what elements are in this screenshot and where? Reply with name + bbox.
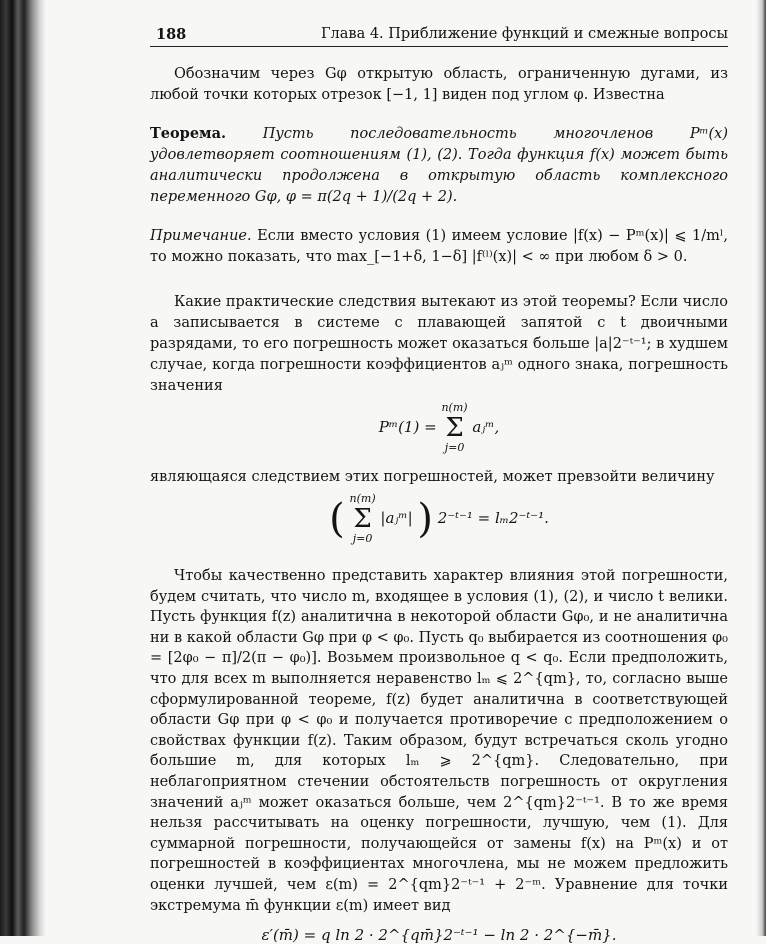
page-number: 188 (156, 26, 187, 43)
remark-label: Примечание. (150, 228, 252, 244)
paragraph-qualitative: Чтобы качественно представить характер влияния этой погрешности, будем считать, что число m, входящее в условия (1), (2), и число t велики. Пусть функция f(z) аналитична в некоторой области Gφ₀, и не аналитична ни в какой области Gφ при φ < φ₀. Пусть q₀ выбирается из соотношения φ₀ = [2φ₀ − π]/2(π − φ₀)]. Возьмем произвольное q < q₀. Если предположить, что для всех m выполняется неравенство lₘ ⩽ 2^{qm}, то, согласно выше сформулированной теореме, f(z) будет аналитична в соответствующей области Gφ при φ < φ₀ и получается противоречие с предположением о свойствах функции f(z). Таким образом, будут встречаться сколь угодно большие m, для которых lₘ ⩾ 2^{qm}. Следовательно, при неблагоприятном стечении обстоятельств погрешность от округления значений aⱼᵐ может оказаться больше, чем 2^{qm}2⁻ᵗ⁻¹. В то же время нельзя рассчитывать на оценку погрешности, лучшую, чем (1). Для суммарной погрешности, получающейся от замены f(x) на Pᵐ(x) и от погрешностей в коэффициентах многочлена, мы не можем предложить оценки лучшей, чем ε(m) = 2^{qm}2⁻ᵗ⁻¹ + 2⁻ᵐ. Уравнение для точки экстремума m̄ функции ε(m) имеет вид (150, 568, 728, 914)
sum-lower-limit: j=0 (444, 441, 465, 454)
paragraph-consequence-bound: являющаяся следствием этих погрешностей, может превзойти величину (150, 469, 715, 485)
book-page (150, 24, 728, 944)
sum2-lower-limit: j=0 (352, 532, 373, 545)
sum2-upper-limit: n(m) (349, 492, 376, 505)
right-paren: ) (417, 496, 434, 542)
chapter-title: Глава 4. Приближение функций и смежные вопросы (320, 26, 728, 42)
paragraph-consequences: Какие практические следствия вытекают из этой теоремы? Если число a записывается в системе с плавающей запятой с t двоичными разрядами, то его погрешность может оказаться больше |a|2⁻ᵗ⁻¹; в худшем случае, когда погрешности коэффициентов aⱼᵐ одного знака, погрешность значения (150, 294, 728, 394)
sum-operator (441, 401, 467, 455)
book-binding-shadow (0, 0, 46, 936)
theorem-text: Пусть последовательность многочленов Pᵐ(x) удовлетворяет соотношениям (1), (2). Тогда функция f(x) может быть аналитически продолжена в открытую область комплексного переменного Gφ, φ = π(2q + 1)/(2q + 2). (150, 126, 729, 205)
left-paren: ( (329, 496, 345, 542)
theorem-block (150, 123, 728, 208)
paragraph-intro: Обозначим через Gφ открытую область, ограниченную дугами, из любой точки которых отрезок [−1, 1] виден под углом φ. Известна (150, 66, 728, 103)
sum2-term: |aⱼᵐ| (380, 509, 413, 527)
remark-text: Если вместо условия (1) имеем условие |f(x) − Pᵐ(x)| ⩽ 1/mˡ, то можно показать, что max_[−1+δ, 1−δ] |f⁽ˡ⁾(x)| < ∞ при любом δ > 0. (150, 228, 729, 265)
formula-lhs: Pᵐ(1) = (378, 418, 437, 436)
sigma-symbol-2: Σ (353, 504, 372, 534)
formula-rhs: aⱼᵐ, (472, 418, 500, 436)
sum-upper-limit: n(m) (441, 401, 468, 414)
formula2-rhs: 2⁻ᵗ⁻¹ = lₘ2⁻ᵗ⁻¹. (437, 509, 549, 527)
formula-extremum: ε′(m̄) = q ln 2 · 2^{qm̄}2⁻ᵗ⁻¹ − ln 2 · 2^{−m̄}. (261, 926, 617, 944)
formula-sum-value (150, 401, 728, 463)
remark-block (150, 226, 728, 268)
running-header (150, 24, 728, 47)
formula-error-bound (150, 492, 728, 554)
sum-operator-2 (350, 492, 376, 546)
theorem-label: Теорема. (150, 125, 227, 142)
sigma-symbol: Σ (445, 413, 464, 443)
page-edge-shadow (756, 0, 766, 936)
